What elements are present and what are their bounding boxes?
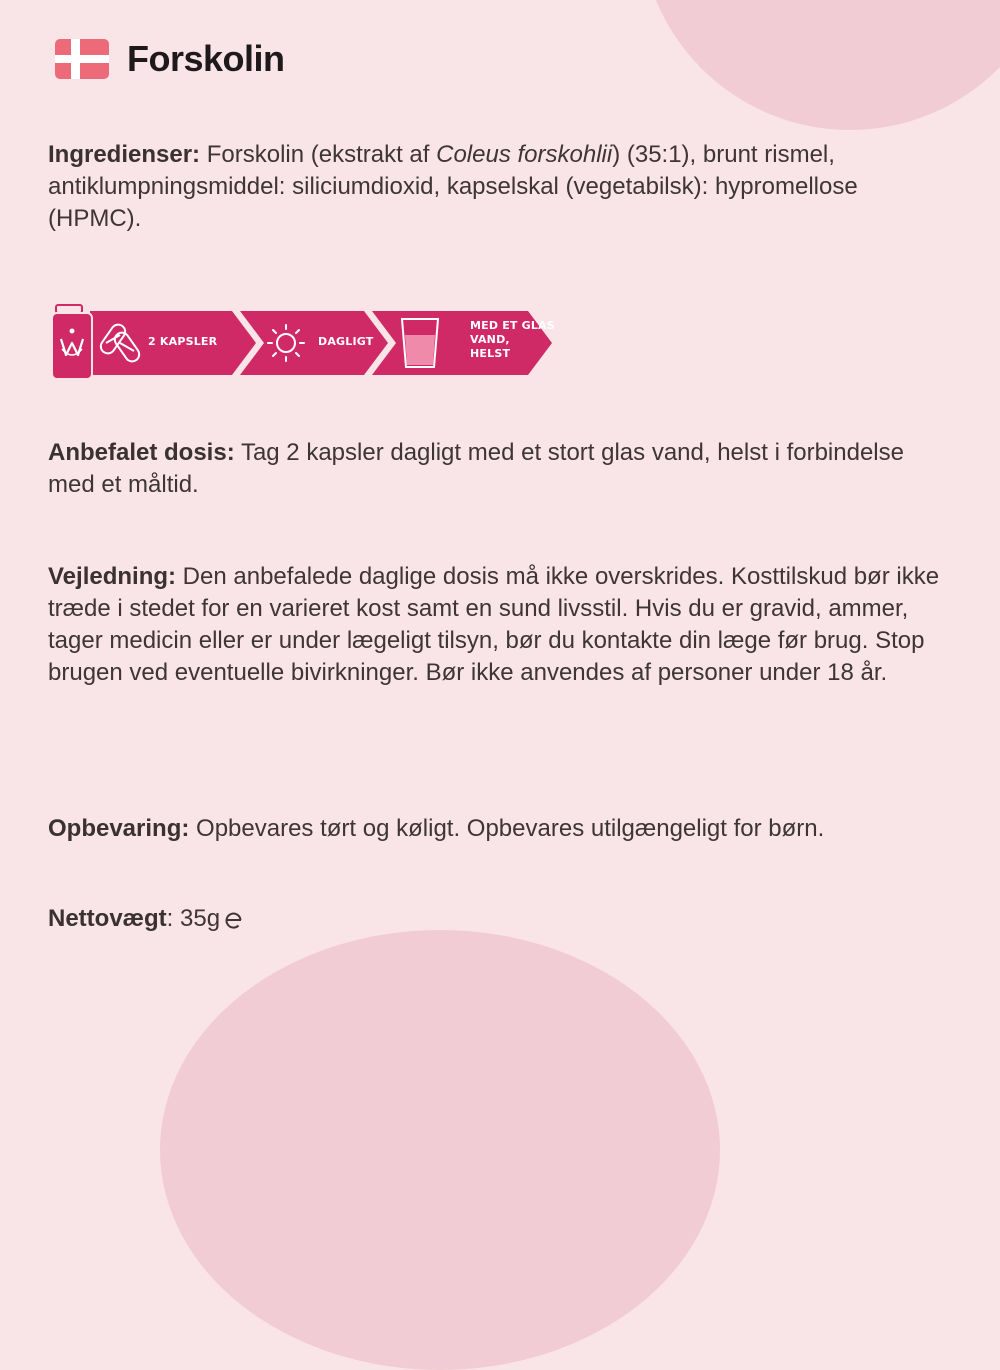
- estimated-sign-icon: [224, 910, 244, 930]
- step-label-glass-line: VAND,: [470, 333, 510, 346]
- step-label-glass-line: HELST: [470, 347, 511, 360]
- step-label-daily: DAGLIGT: [318, 335, 374, 348]
- storage-section: [48, 813, 948, 845]
- dosage-text: Tag 2 kapsler dagligt med et stort glas vand, helst i forbindelse med et måltid.: [48, 439, 904, 498]
- guidance-section: [48, 561, 948, 689]
- dosage-label: Anbefalet dosis:: [48, 439, 235, 466]
- dosage-banner: [50, 303, 560, 383]
- decorative-circle-top: [640, 0, 1000, 130]
- danish-flag-icon: [55, 39, 109, 79]
- ingredients-latin-name: Coleus forskohlii: [436, 141, 613, 168]
- step-label-capsules: 2 KAPSLER: [148, 335, 218, 348]
- storage-text: Opbevares tørt og køligt. Opbevares utilgængeligt for børn.: [189, 815, 825, 842]
- storage-label: Opbevaring:: [48, 815, 190, 842]
- guidance-text: Den anbefalede daglige dosis må ikke overskrides. Kosttilskud bør ikke træde i stedet for en varieret kost samt en sund livsstil. Hvis du er gravid, ammer, tager medicin eller er under lægeligt tilsyn, bør du kontakte din læge før brug. Stop brugen ved eventuelle bivirkninger. Bør ikke anvendes af personer under 18 år.: [48, 563, 940, 686]
- ingredients-section: [48, 139, 948, 235]
- decorative-circle-bottom: [160, 930, 720, 1370]
- net-weight-label: Nettovægt: [48, 905, 167, 932]
- ingredients-label: Ingredienser:: [48, 141, 201, 168]
- page-header: [55, 38, 285, 80]
- net-weight-value: : 35g: [166, 905, 221, 932]
- ingredients-text-before: Forskolin (ekstrakt af: [200, 141, 437, 168]
- net-weight-section: [48, 903, 948, 935]
- ingredients-text-after: ) (35:1), brunt rismel, antiklumpningsmiddel: siliciumdioxid, kapselskal (vegetabilsk): hypromellose (HPMC).: [48, 141, 858, 232]
- page-title: Forskolin: [127, 38, 285, 79]
- step-label-glass-line: MED ET GLAS: [470, 319, 555, 332]
- dosage-section: [48, 437, 948, 501]
- step-label-glass: [470, 319, 570, 361]
- supplement-bottle-icon: [52, 305, 92, 379]
- guidance-label: Vejledning:: [48, 563, 177, 590]
